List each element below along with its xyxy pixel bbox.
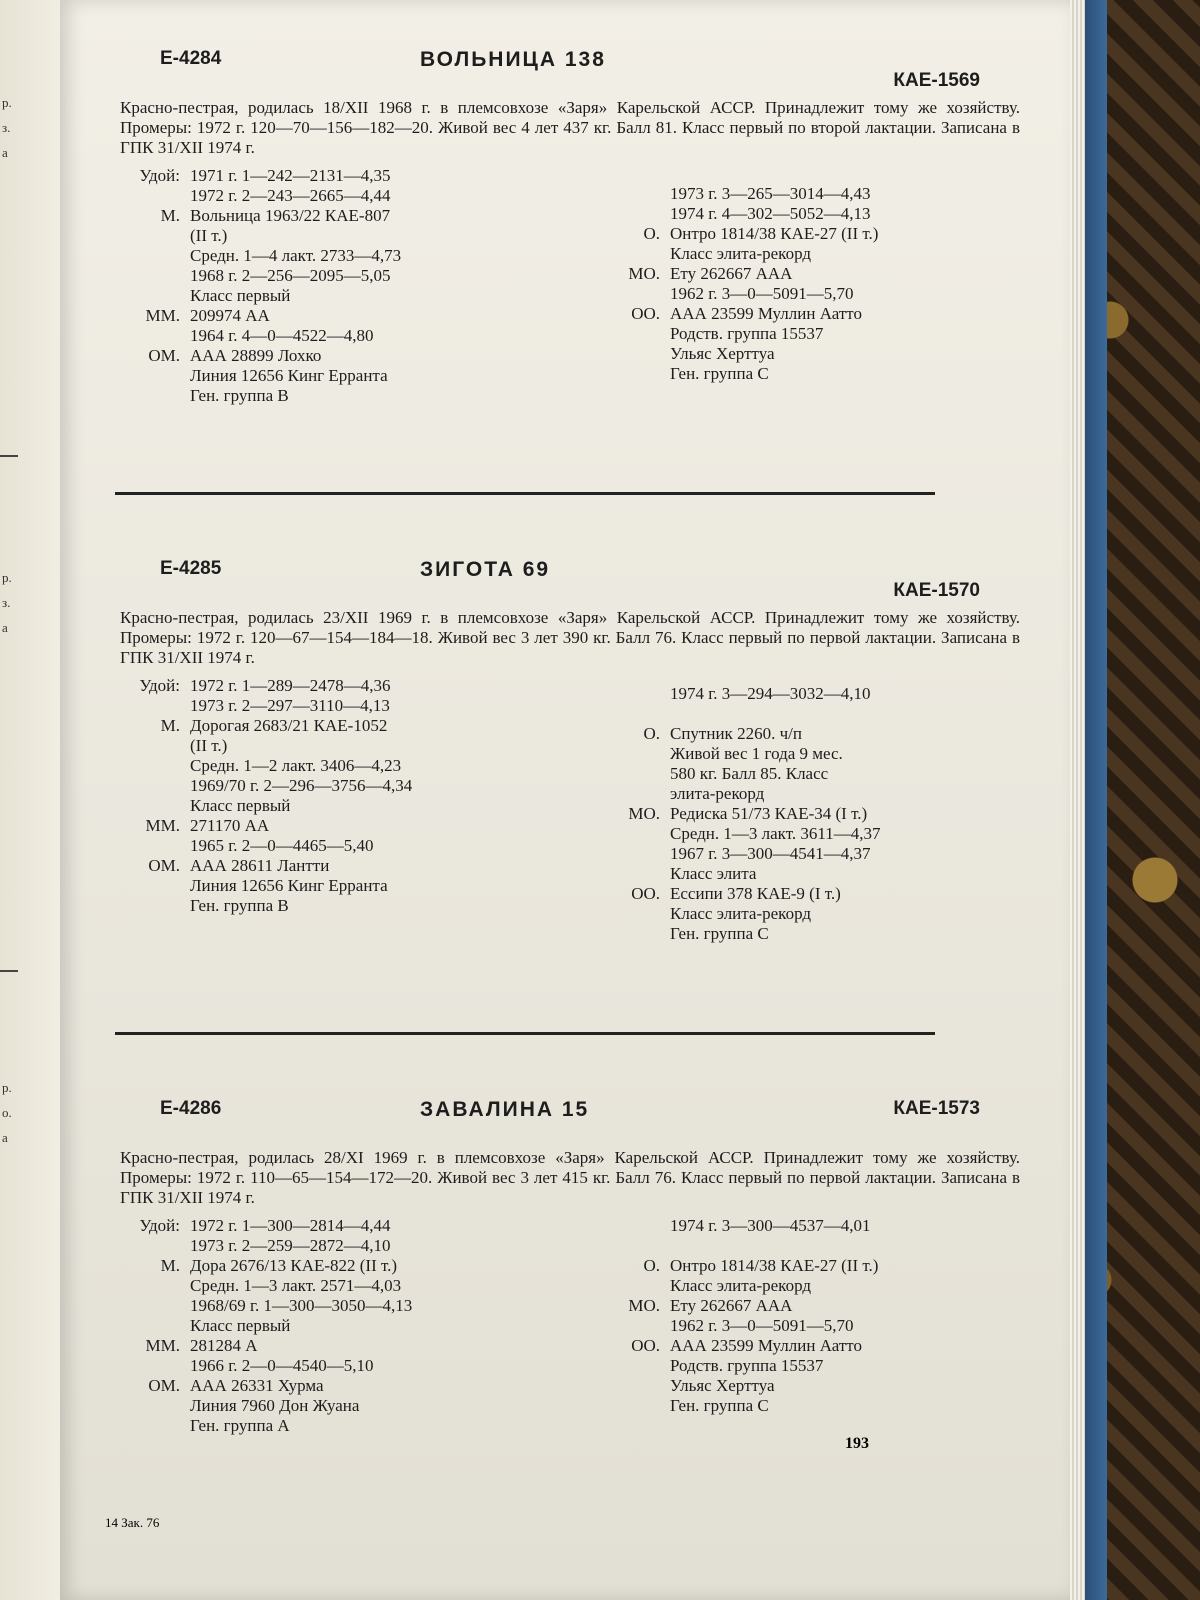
pedigree-line xyxy=(600,1296,1040,1316)
pedigree-label: ММ. xyxy=(145,816,180,835)
margin-mark: а xyxy=(2,620,8,635)
pedigree-columns xyxy=(120,676,1040,946)
pedigree-line xyxy=(600,784,1040,804)
pedigree-label xyxy=(120,186,190,206)
pedigree-text xyxy=(670,704,1040,724)
pedigree-text: Линия 12656 Кинг Ерранта xyxy=(190,876,388,895)
pedigree-label xyxy=(120,736,190,756)
pedigree-text: элита-рекорд xyxy=(670,784,765,803)
pedigree-line xyxy=(600,884,1040,904)
pedigree-line xyxy=(120,306,590,326)
pedigree-line xyxy=(600,864,1040,884)
pedigree-text xyxy=(670,1236,1040,1256)
pedigree-label xyxy=(600,784,670,804)
pedigree-text: 1968 г. 2—256—2095—5,05 xyxy=(190,266,391,285)
pedigree-label: МО. xyxy=(628,1296,660,1315)
pedigree-text: Ген. группа С xyxy=(670,364,769,383)
pedigree-text: Родств. группа 15537 xyxy=(670,1356,824,1375)
registry-number: Е-4286 xyxy=(160,1098,222,1119)
pedigree-text: ААА 28899 Лохко xyxy=(190,346,322,365)
pedigree-text: 1973 г. 3—265—3014—4,43 xyxy=(670,184,871,203)
pedigree-line xyxy=(600,904,1040,924)
pedigree-label xyxy=(600,764,670,784)
pedigree-label: О. xyxy=(643,1256,660,1275)
pedigree-line xyxy=(120,1256,590,1276)
pedigree-text: Класс первый xyxy=(190,286,291,305)
pedigree-label xyxy=(120,246,190,266)
margin-mark: р. xyxy=(2,95,12,110)
pedigree-text: Вольница 1963/22 КАЕ-807 xyxy=(190,206,391,225)
pedigree-line xyxy=(600,284,1040,304)
pedigree-label xyxy=(120,756,190,776)
pedigree-label xyxy=(600,344,670,364)
pedigree-label: М. xyxy=(160,1256,180,1275)
pedigree-left xyxy=(120,1216,590,1436)
pedigree-line xyxy=(120,206,590,226)
pedigree-text: 1973 г. 2—259—2872—4,10 xyxy=(190,1236,391,1255)
pedigree-label xyxy=(600,1376,670,1396)
pedigree-text: Онтро 1814/38 КАЕ-27 (II т.) xyxy=(670,1256,879,1275)
pedigree-label xyxy=(120,1396,190,1416)
pedigree-text: Средн. 1—3 лакт. 2571—4,03 xyxy=(190,1276,402,1295)
pedigree-line xyxy=(600,824,1040,844)
pedigree-label xyxy=(120,836,190,856)
pedigree-label xyxy=(600,704,670,724)
pedigree-text: 1974 г. 3—294—3032—4,10 xyxy=(670,684,871,703)
pedigree-label: М. xyxy=(160,716,180,735)
pedigree-label: МО. xyxy=(628,804,660,823)
pedigree-text: Линия 12656 Кинг Ерранта xyxy=(190,366,388,385)
pedigree-label xyxy=(120,696,190,716)
pedigree-line xyxy=(120,1316,590,1336)
pedigree-line xyxy=(600,1336,1040,1356)
margin-mark: р. xyxy=(2,1080,12,1095)
pedigree-text: Спутник 2260. ч/п xyxy=(670,724,802,743)
pedigree-line xyxy=(120,696,590,716)
pedigree-label xyxy=(120,1236,190,1256)
pedigree-label: ОО. xyxy=(631,884,660,903)
pedigree-text: Средн. 1—4 лакт. 2733—4,73 xyxy=(190,246,402,265)
pedigree-line xyxy=(120,366,590,386)
pedigree-text: Средн. 1—3 лакт. 3611—4,37 xyxy=(670,824,881,843)
pedigree-text: 209974 АА xyxy=(190,306,270,325)
pedigree-text: 281284 А xyxy=(190,1336,258,1355)
pedigree-line xyxy=(120,326,590,346)
pedigree-right xyxy=(600,684,1040,944)
pedigree-label xyxy=(120,226,190,246)
pedigree-line xyxy=(120,1336,590,1356)
pedigree-text: 1962 г. 3—0—5091—5,70 xyxy=(670,1316,854,1335)
pedigree-text: ААА 23599 Муллин Аатто xyxy=(670,304,862,323)
pedigree-line xyxy=(120,346,590,366)
pedigree-right xyxy=(600,1216,1040,1416)
printer-footnote: 14 Зак. 76 xyxy=(105,1515,160,1530)
pedigree-text: Класс первый xyxy=(190,1316,291,1335)
pedigree-text: 1972 г. 1—300—2814—4,44 xyxy=(190,1216,391,1235)
pedigree-text: 1971 г. 1—242—2131—4,35 xyxy=(190,166,391,185)
pedigree-line xyxy=(600,724,1040,744)
pedigree-text: Ген. группа С xyxy=(670,1396,769,1415)
pedigree-left xyxy=(120,676,590,916)
pedigree-text: 1969/70 г. 2—296—3756—4,34 xyxy=(190,776,413,795)
pedigree-label xyxy=(600,1356,670,1376)
pedigree-label xyxy=(120,386,190,406)
pedigree-line xyxy=(120,856,590,876)
pedigree-text: Класс элита-рекорд xyxy=(670,904,811,923)
pedigree-label: ММ. xyxy=(145,1336,180,1355)
pedigree-line xyxy=(600,844,1040,864)
pedigree-text: Ету 262667 ААА xyxy=(670,264,793,283)
pedigree-line xyxy=(120,676,590,696)
pedigree-line xyxy=(120,896,590,916)
pedigree-line xyxy=(600,1316,1040,1336)
pedigree-columns xyxy=(120,166,1040,406)
margin-mark: а xyxy=(2,1130,8,1145)
registry-entry xyxy=(100,558,1040,946)
entry-header xyxy=(100,48,1040,91)
pedigree-text: Редиска 51/73 КАЕ-34 (I т.) xyxy=(670,804,868,823)
pedigree-label xyxy=(600,244,670,264)
entry-divider xyxy=(115,1032,935,1035)
pedigree-line xyxy=(600,924,1040,944)
pedigree-line xyxy=(120,246,590,266)
pedigree-line xyxy=(120,186,590,206)
pedigree-text: Класс элита-рекорд xyxy=(670,244,811,263)
pedigree-text: Дора 2676/13 КАЕ-822 (II т.) xyxy=(190,1256,398,1275)
pedigree-line xyxy=(120,386,590,406)
pedigree-line xyxy=(600,324,1040,344)
animal-name: ЗАВАЛИНА 15 xyxy=(420,1098,590,1121)
entry-header xyxy=(100,558,1040,601)
kae-number: КАЕ-1570 xyxy=(893,580,980,601)
registry-entry xyxy=(100,1098,1040,1446)
pedigree-label xyxy=(600,324,670,344)
pedigree-label xyxy=(120,796,190,816)
pedigree-text: ААА 23599 Муллин Аатто xyxy=(670,1336,862,1355)
pedigree-text: 1974 г. 4—302—5052—4,13 xyxy=(670,204,871,223)
kae-number: КАЕ-1573 xyxy=(893,1098,980,1119)
registry-entry xyxy=(100,48,1040,406)
pedigree-label xyxy=(600,744,670,764)
registry-number: Е-4284 xyxy=(160,48,222,69)
pedigree-text: 1967 г. 3—300—4541—4,37 xyxy=(670,844,871,863)
pedigree-line xyxy=(600,1356,1040,1376)
pedigree-text: Ессипи 378 КАЕ-9 (I т.) xyxy=(670,884,841,903)
pedigree-line xyxy=(120,716,590,736)
pedigree-text: 1964 г. 4—0—4522—4,80 xyxy=(190,326,374,345)
pedigree-label xyxy=(600,684,670,704)
pedigree-line xyxy=(600,764,1040,784)
pedigree-text: Ульяс Херттуа xyxy=(670,344,775,363)
pedigree-text: Онтро 1814/38 КАЕ-27 (II т.) xyxy=(670,224,879,243)
pedigree-text: 1972 г. 1—289—2478—4,36 xyxy=(190,676,391,695)
pedigree-label xyxy=(120,1276,190,1296)
margin-rule xyxy=(0,970,18,972)
pedigree-line xyxy=(120,286,590,306)
pedigree-line xyxy=(600,184,1040,204)
pedigree-label xyxy=(120,366,190,386)
pedigree-label: МО. xyxy=(628,264,660,283)
pedigree-line xyxy=(120,816,590,836)
pedigree-label: Удой: xyxy=(139,166,180,185)
pedigree-text: Ген. группа В xyxy=(190,386,289,405)
pedigree-label: ОО. xyxy=(631,304,660,323)
pedigree-line xyxy=(600,224,1040,244)
pedigree-left xyxy=(120,166,590,406)
pedigree-label: ОМ. xyxy=(148,1376,180,1395)
pedigree-label: Удой: xyxy=(139,1216,180,1235)
pedigree-label: ОМ. xyxy=(148,346,180,365)
pedigree-line xyxy=(120,836,590,856)
pedigree-line xyxy=(600,1236,1040,1256)
pedigree-line xyxy=(600,684,1040,704)
pedigree-label xyxy=(600,1276,670,1296)
pedigree-line xyxy=(120,1416,590,1436)
pedigree-text: 1973 г. 2—297—3110—4,13 xyxy=(190,696,390,715)
pedigree-text: 580 кг. Балл 85. Класс xyxy=(670,764,829,783)
pedigree-label xyxy=(120,896,190,916)
pedigree-text: 1965 г. 2—0—4465—5,40 xyxy=(190,836,374,855)
pedigree-label xyxy=(600,1316,670,1336)
pedigree-line xyxy=(120,1396,590,1416)
pedigree-label xyxy=(120,326,190,346)
pedigree-label: О. xyxy=(643,724,660,743)
margin-mark: з. xyxy=(2,595,11,610)
pedigree-text: (II т.) xyxy=(190,736,228,755)
pedigree-label xyxy=(120,266,190,286)
pedigree-line xyxy=(120,796,590,816)
pedigree-label xyxy=(600,1236,670,1256)
pedigree-text: Класс элита-рекорд xyxy=(670,1276,811,1295)
kae-number: КАЕ-1569 xyxy=(893,70,980,91)
pedigree-label xyxy=(120,1316,190,1336)
pedigree-line xyxy=(120,1376,590,1396)
pedigree-line xyxy=(600,1276,1040,1296)
pedigree-label xyxy=(120,776,190,796)
pedigree-line xyxy=(600,704,1040,724)
pedigree-line xyxy=(600,1376,1040,1396)
pedigree-label: М. xyxy=(160,206,180,225)
entry-description: Красно-пестрая, родилась 18/XII 1968 г. в племсовхозе «Заря» Карельской АССР. Принадлежит тому же хозяйству. Промеры: 1972 г. 120—70—156—182—20. Живой вес 4 лет 437 кг. Балл 81. Класс первый по второй лактации. Записана в ГПК 31/XII 1974 г. xyxy=(120,98,1020,157)
pedigree-text: Линия 7960 Дон Жуана xyxy=(190,1396,360,1415)
pedigree-text: ААА 26331 Хурма xyxy=(190,1376,324,1395)
pedigree-line xyxy=(120,776,590,796)
pedigree-label: ОО. xyxy=(631,1336,660,1355)
pedigree-text: Ульяс Херттуа xyxy=(670,1376,775,1395)
pedigree-right xyxy=(600,184,1040,384)
pedigree-text: Ген. группа В xyxy=(190,896,289,915)
pedigree-label xyxy=(120,876,190,896)
pedigree-line xyxy=(120,1236,590,1256)
pedigree-label xyxy=(120,1416,190,1436)
pedigree-label xyxy=(120,286,190,306)
pedigree-line xyxy=(600,364,1040,384)
pedigree-line xyxy=(600,204,1040,224)
pedigree-line xyxy=(120,266,590,286)
pedigree-line xyxy=(120,736,590,756)
entry-description: Красно-пестрая, родилась 23/XII 1969 г. в племсовхозе «Заря» Карельской АССР. Принадлежит тому же хозяйству. Промеры: 1972 г. 120—67—154—184—18. Живой вес 3 лет 390 кг. Балл 76. Класс первый по первой лактации. Записана в ГПК 31/XII 1974 г. xyxy=(120,608,1020,667)
pedigree-text: 1972 г. 2—243—2665—4,44 xyxy=(190,186,391,205)
pedigree-line xyxy=(120,166,590,186)
pedigree-text: 1968/69 г. 1—300—3050—4,13 xyxy=(190,1296,413,1315)
pedigree-text: Ген. группа А xyxy=(190,1416,290,1435)
page-number: 193 xyxy=(845,1435,869,1452)
pedigree-label xyxy=(600,924,670,944)
pedigree-line xyxy=(120,1216,590,1236)
pedigree-line xyxy=(120,876,590,896)
pedigree-line xyxy=(120,756,590,776)
pedigree-label: Удой: xyxy=(139,676,180,695)
pedigree-label xyxy=(600,284,670,304)
pedigree-label xyxy=(120,1356,190,1376)
pedigree-line xyxy=(600,1216,1040,1236)
pedigree-text: Ету 262667 ААА xyxy=(670,1296,793,1315)
pedigree-text: Родств. группа 15537 xyxy=(670,324,824,343)
pedigree-line xyxy=(120,226,590,246)
pedigree-label xyxy=(600,1396,670,1416)
margin-mark: о. xyxy=(2,1105,12,1120)
pedigree-text: Класс первый xyxy=(190,796,291,815)
pedigree-text: 271170 АА xyxy=(190,816,270,835)
pedigree-label xyxy=(600,864,670,884)
pedigree-text: Ген. группа С xyxy=(670,924,769,943)
pedigree-line xyxy=(600,244,1040,264)
entry-description: Красно-пестрая, родилась 28/XI 1969 г. в племсовхозе «Заря» Карельской АССР. Принадлежит тому же хозяйству. Промеры: 1972 г. 110—65—154—172—20. Живой вес 3 лет 415 кг. Балл 76. Класс первый по первой лактации. Записана в ГПК 31/XII 1974 г. xyxy=(120,1148,1020,1207)
pedigree-text: ААА 28611 Лантти xyxy=(190,856,330,875)
pedigree-label xyxy=(600,184,670,204)
pedigree-text: Класс элита xyxy=(670,864,757,883)
entry-header xyxy=(100,1098,1040,1138)
pedigree-columns xyxy=(120,1216,1040,1446)
pedigree-line xyxy=(120,1356,590,1376)
entry-divider xyxy=(115,492,935,495)
pedigree-text: 1966 г. 2—0—4540—5,10 xyxy=(190,1356,374,1375)
pedigree-label: ММ. xyxy=(145,306,180,325)
pedigree-label xyxy=(600,364,670,384)
pedigree-line xyxy=(600,1396,1040,1416)
margin-mark: а xyxy=(2,145,8,160)
pedigree-label xyxy=(120,1296,190,1316)
pedigree-text: 1974 г. 3—300—4537—4,01 xyxy=(670,1216,871,1235)
pedigree-label: О. xyxy=(643,224,660,243)
book-spine xyxy=(1085,0,1107,1600)
pedigree-line xyxy=(600,1256,1040,1276)
margin-rule xyxy=(0,455,18,457)
pedigree-label xyxy=(600,844,670,864)
book-page xyxy=(60,0,1070,1600)
pedigree-label: ОМ. xyxy=(148,856,180,875)
pedigree-label xyxy=(600,1216,670,1236)
pedigree-line xyxy=(600,744,1040,764)
pedigree-line xyxy=(600,304,1040,324)
margin-mark: з. xyxy=(2,120,11,135)
pedigree-text: Дорогая 2683/21 КАЕ-1052 xyxy=(190,716,388,735)
animal-name: ЗИГОТА 69 xyxy=(420,558,551,581)
pedigree-line xyxy=(120,1276,590,1296)
pedigree-text: 1962 г. 3—0—5091—5,70 xyxy=(670,284,854,303)
pedigree-line xyxy=(600,804,1040,824)
pedigree-label xyxy=(600,904,670,924)
pedigree-line xyxy=(600,344,1040,364)
animal-name: ВОЛЬНИЦА 138 xyxy=(420,48,606,71)
pedigree-line xyxy=(120,1296,590,1316)
registry-number: Е-4285 xyxy=(160,558,222,579)
margin-mark: р. xyxy=(2,570,12,585)
pedigree-text: Живой вес 1 года 9 мес. xyxy=(670,744,843,763)
pedigree-label xyxy=(600,824,670,844)
pedigree-line xyxy=(600,264,1040,284)
pedigree-label xyxy=(600,204,670,224)
pedigree-text: (II т.) xyxy=(190,226,228,245)
pedigree-text: Средн. 1—2 лакт. 3406—4,23 xyxy=(190,756,402,775)
